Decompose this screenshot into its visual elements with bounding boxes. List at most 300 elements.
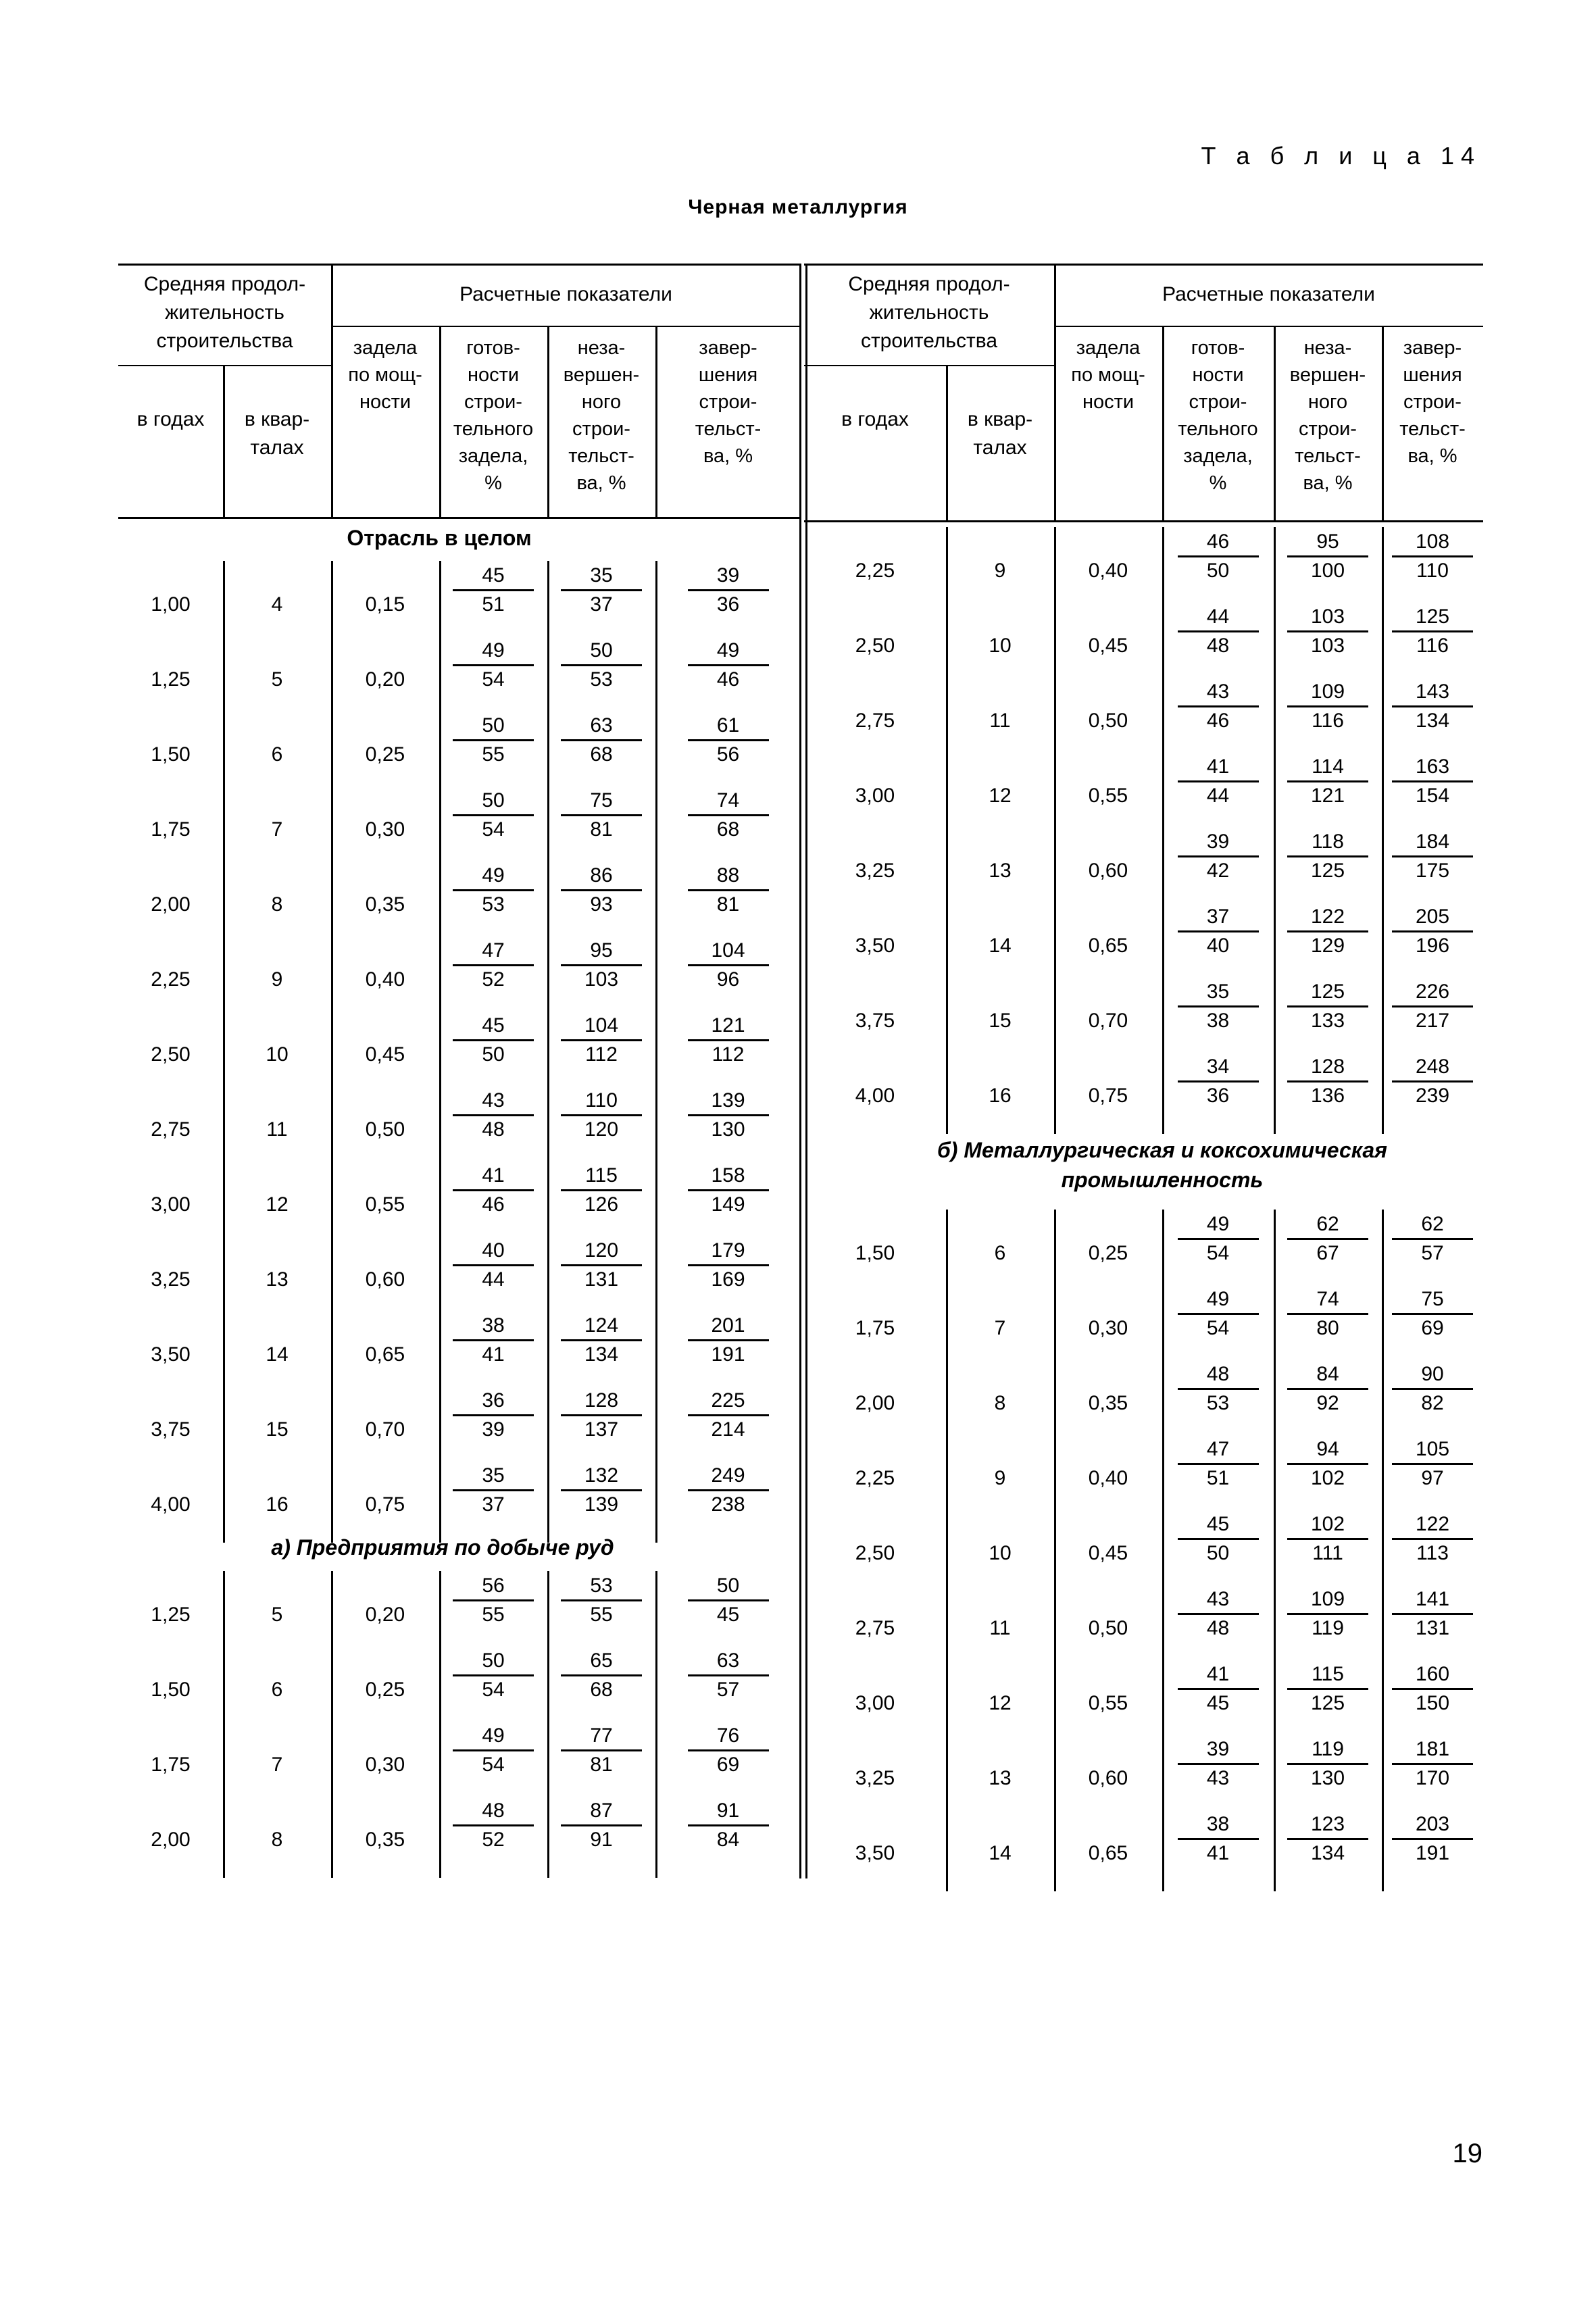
- numerator: 43: [1206, 680, 1230, 703]
- numerator: 163: [1415, 755, 1450, 778]
- denominator: 196: [1392, 930, 1473, 960]
- header-mid-rule-right: [331, 326, 801, 327]
- row-ore-quarters: 8: [271, 1828, 283, 1851]
- row-met-fraction: [1178, 1661, 1259, 1717]
- row-ore-fraction: [561, 1647, 642, 1703]
- row-all-fraction: [453, 787, 534, 843]
- numerator: 104: [584, 1014, 619, 1037]
- row-met-fraction: [1178, 1211, 1259, 1267]
- numerator: 49: [482, 864, 505, 887]
- row-ore-cont-fraction: [1392, 753, 1473, 810]
- header-duration: Средняя продол- жительность строительства: [848, 273, 1010, 352]
- denominator: 42: [1178, 855, 1259, 885]
- row-all-fraction: [453, 1087, 534, 1143]
- header-vline: [223, 365, 225, 517]
- row-ore-cont-backlog: 0,65: [1088, 935, 1128, 957]
- numerator: 249: [711, 1464, 745, 1487]
- numerator: 141: [1415, 1588, 1450, 1610]
- denominator: 36: [688, 589, 769, 618]
- denominator: 54: [453, 1749, 534, 1778]
- denominator: 50: [453, 1039, 534, 1068]
- row-met-backlog: 0,65: [1088, 1842, 1128, 1864]
- row-all-fraction: [688, 562, 769, 618]
- denominator: 134: [561, 1339, 642, 1368]
- row-all-fraction: [561, 937, 642, 993]
- row-met-fraction: [1287, 1811, 1368, 1867]
- row-met-fraction: [1287, 1736, 1368, 1792]
- row-all-quarters: 4: [271, 593, 283, 616]
- denominator: 126: [561, 1189, 642, 1218]
- numerator: 38: [1206, 1813, 1230, 1835]
- row-met-fraction: [1287, 1361, 1368, 1417]
- numerator: 248: [1415, 1055, 1450, 1078]
- numerator: 35: [482, 1464, 505, 1487]
- numerator: 45: [482, 564, 505, 587]
- row-met-quarters: 9: [994, 1467, 1006, 1489]
- body-vline: [547, 561, 549, 1543]
- row-ore-cont-backlog: 0,60: [1088, 860, 1128, 882]
- body-vline: [547, 1571, 549, 1878]
- row-ore-cont-fraction: [1392, 678, 1473, 735]
- denominator: 84: [688, 1824, 769, 1853]
- body-vline: [1162, 527, 1164, 1134]
- denominator: 50: [1178, 555, 1259, 584]
- header-completion: завер- шения строи- тельст- ва, %: [1399, 337, 1466, 467]
- numerator: 158: [711, 1164, 745, 1187]
- row-ore-fraction: [561, 1722, 642, 1778]
- denominator: 137: [561, 1414, 642, 1443]
- numerator: 115: [585, 1164, 618, 1187]
- body-vline: [655, 561, 657, 1543]
- row-all-backlog: 0,55: [365, 1193, 405, 1216]
- numerator: 120: [584, 1239, 619, 1262]
- numerator: 65: [590, 1649, 613, 1672]
- row-ore-cont-fraction: [1178, 603, 1259, 659]
- row-met-quarters: 11: [989, 1617, 1011, 1639]
- body-vline: [1054, 527, 1056, 1134]
- row-all-fraction: [561, 1162, 642, 1218]
- header-vline: [1162, 326, 1164, 520]
- denominator: 170: [1392, 1763, 1473, 1792]
- row-met-fraction: [1287, 1436, 1368, 1492]
- denominator: 96: [688, 964, 769, 993]
- numerator: 44: [1206, 605, 1230, 628]
- numerator: 49: [1206, 1213, 1230, 1235]
- numerator: 75: [590, 789, 613, 812]
- denominator: 68: [561, 739, 642, 768]
- panel-divider-2: [805, 264, 807, 1878]
- numerator: 87: [590, 1799, 613, 1822]
- denominator: 46: [453, 1189, 534, 1218]
- numerator: 160: [1415, 1663, 1450, 1685]
- header-unfinished: неза- вершен- ного строи- тельст- ва, %: [1289, 337, 1366, 494]
- denominator: 44: [453, 1264, 534, 1293]
- denominator: 52: [453, 964, 534, 993]
- numerator: 90: [1421, 1363, 1444, 1385]
- header-duration: Средняя продол- жительность строительства: [143, 273, 306, 352]
- denominator: 54: [453, 664, 534, 693]
- row-ore-fraction: [453, 1572, 534, 1628]
- numerator: 74: [716, 789, 740, 812]
- denominator: 45: [1178, 1688, 1259, 1717]
- header-indicators: Расчетные показатели: [1162, 283, 1375, 305]
- row-ore-cont-fraction: [1392, 828, 1473, 885]
- row-met-quarters: 6: [994, 1242, 1006, 1264]
- row-all-fraction: [453, 1312, 534, 1368]
- row-ore-cont-years: 3,50: [855, 935, 895, 957]
- row-ore-cont-fraction: [1287, 903, 1368, 960]
- row-ore-cont-fraction: [1287, 678, 1368, 735]
- right-table: [804, 264, 1483, 1878]
- row-all-fraction: [561, 862, 642, 918]
- row-all-years: 2,00: [151, 893, 191, 916]
- row-all-fraction: [561, 562, 642, 618]
- numerator: 103: [1310, 605, 1345, 628]
- row-all-quarters: 14: [266, 1343, 289, 1366]
- denominator: 116: [1287, 705, 1368, 735]
- numerator: 84: [1316, 1363, 1339, 1385]
- numerator: 35: [1206, 980, 1230, 1003]
- row-all-backlog: 0,60: [365, 1268, 405, 1291]
- numerator: 205: [1415, 905, 1450, 928]
- row-all-fraction: [453, 862, 534, 918]
- row-met-fraction: [1287, 1586, 1368, 1642]
- row-ore-cont-fraction: [1392, 528, 1473, 584]
- denominator: 102: [1287, 1463, 1368, 1492]
- denominator: 125: [1287, 855, 1368, 885]
- denominator: 68: [688, 814, 769, 843]
- row-ore-fraction: [688, 1572, 769, 1628]
- row-all-fraction: [561, 1462, 642, 1518]
- body-vline: [1162, 1210, 1164, 1891]
- row-all-fraction: [561, 1237, 642, 1293]
- numerator: 37: [1206, 905, 1230, 928]
- denominator: 46: [688, 664, 769, 693]
- row-met-years: 3,00: [855, 1692, 895, 1714]
- row-ore-cont-backlog: 0,40: [1088, 559, 1128, 582]
- denominator: 55: [453, 1599, 534, 1628]
- denominator: 41: [453, 1339, 534, 1368]
- denominator: 214: [688, 1414, 769, 1443]
- row-met-years: 2,50: [855, 1542, 895, 1564]
- row-all-fraction: [561, 637, 642, 693]
- numerator: 91: [716, 1799, 740, 1822]
- row-ore-fraction: [453, 1647, 534, 1703]
- row-all-years: 3,00: [151, 1193, 191, 1216]
- row-met-years: 2,00: [855, 1392, 895, 1414]
- denominator: 150: [1392, 1688, 1473, 1717]
- denominator: 43: [1178, 1763, 1259, 1792]
- denominator: 54: [1178, 1313, 1259, 1342]
- row-met-quarters: 8: [994, 1392, 1006, 1414]
- row-met-years: 3,25: [855, 1767, 895, 1789]
- numerator: 181: [1415, 1738, 1450, 1760]
- numerator: 43: [1206, 1588, 1230, 1610]
- numerator: 45: [482, 1014, 505, 1037]
- row-met-quarters: 14: [989, 1842, 1012, 1864]
- denominator: 81: [688, 889, 769, 918]
- row-met-fraction: [1178, 1286, 1259, 1342]
- numerator: 41: [1206, 1663, 1230, 1685]
- numerator: 50: [590, 639, 613, 662]
- numerator: 118: [1312, 830, 1344, 853]
- row-ore-cont-quarters: 14: [989, 935, 1012, 957]
- numerator: 226: [1415, 980, 1450, 1003]
- row-ore-cont-quarters: 11: [989, 710, 1011, 732]
- body-vline: [1382, 527, 1384, 1134]
- header-vline: [655, 326, 657, 517]
- row-ore-cont-quarters: 10: [989, 634, 1012, 657]
- body-vline: [1274, 1210, 1276, 1891]
- numerator: 119: [1312, 1738, 1344, 1760]
- header-vline: [1382, 326, 1384, 520]
- denominator: 93: [561, 889, 642, 918]
- denominator: 121: [1287, 780, 1368, 810]
- body-vline: [331, 1571, 333, 1878]
- row-ore-cont-fraction: [1178, 753, 1259, 810]
- row-ore-cont-fraction: [1392, 978, 1473, 1035]
- numerator: 53: [590, 1574, 613, 1597]
- row-all-fraction: [688, 1462, 769, 1518]
- row-ore-cont-quarters: 9: [994, 559, 1006, 582]
- row-all-backlog: 0,75: [365, 1493, 405, 1516]
- row-all-backlog: 0,35: [365, 893, 405, 916]
- numerator: 203: [1415, 1813, 1450, 1835]
- denominator: 125: [1287, 1688, 1368, 1717]
- row-ore-cont-backlog: 0,75: [1088, 1085, 1128, 1107]
- row-ore-fraction: [561, 1797, 642, 1853]
- row-all-fraction: [453, 1012, 534, 1068]
- denominator: 38: [1178, 1005, 1259, 1035]
- denominator: 81: [561, 1749, 642, 1778]
- denominator: 119: [1287, 1613, 1368, 1642]
- denominator: 48: [1178, 630, 1259, 659]
- row-all-quarters: 6: [271, 743, 283, 766]
- denominator: 37: [453, 1489, 534, 1518]
- denominator: 55: [561, 1599, 642, 1628]
- row-met-fraction: [1392, 1286, 1473, 1342]
- row-all-fraction: [688, 862, 769, 918]
- row-all-quarters: 12: [266, 1193, 289, 1216]
- numerator: 48: [1206, 1363, 1230, 1385]
- denominator: 92: [1287, 1388, 1368, 1417]
- row-all-years: 1,75: [151, 818, 191, 841]
- row-all-fraction: [453, 1237, 534, 1293]
- denominator: 239: [1392, 1080, 1473, 1110]
- numerator: 47: [1206, 1438, 1230, 1460]
- numerator: 47: [482, 939, 505, 962]
- numerator: 102: [1310, 1513, 1345, 1535]
- row-ore-cont-years: 4,00: [855, 1085, 895, 1107]
- body-vline: [1382, 1210, 1384, 1891]
- row-met-fraction: [1178, 1586, 1259, 1642]
- row-ore-cont-backlog: 0,55: [1088, 785, 1128, 807]
- body-vline: [1054, 1210, 1056, 1891]
- denominator: 130: [688, 1114, 769, 1143]
- denominator: 133: [1287, 1005, 1368, 1035]
- numerator: 86: [590, 864, 613, 887]
- row-ore-cont-fraction: [1287, 603, 1368, 659]
- row-ore-cont-fraction: [1178, 903, 1259, 960]
- numerator: 88: [716, 864, 740, 887]
- denominator: 68: [561, 1674, 642, 1703]
- numerator: 108: [1415, 530, 1450, 553]
- numerator: 39: [1206, 1738, 1230, 1760]
- row-met-fraction: [1392, 1661, 1473, 1717]
- denominator: 44: [1178, 780, 1259, 810]
- numerator: 40: [482, 1239, 505, 1262]
- body-vline: [1274, 527, 1276, 1134]
- denominator: 136: [1287, 1080, 1368, 1110]
- numerator: 45: [1206, 1513, 1230, 1535]
- row-ore-cont-fraction: [1287, 828, 1368, 885]
- row-ore-cont-backlog: 0,45: [1088, 634, 1128, 657]
- row-all-fraction: [688, 1087, 769, 1143]
- row-ore-cont-years: 2,50: [855, 634, 895, 657]
- row-met-backlog: 0,35: [1088, 1392, 1128, 1414]
- denominator: 169: [688, 1264, 769, 1293]
- section-met: б) Металлургическая и коксохимическая промышленность: [937, 1138, 1387, 1192]
- header-mid-rule-right: [1054, 326, 1483, 327]
- row-all-fraction: [561, 1387, 642, 1443]
- row-met-quarters: 13: [989, 1767, 1012, 1789]
- page-title: Черная металлургия: [688, 196, 908, 218]
- denominator: 40: [1178, 930, 1259, 960]
- row-met-years: 2,25: [855, 1467, 895, 1489]
- numerator: 110: [585, 1089, 618, 1112]
- row-met-backlog: 0,25: [1088, 1242, 1128, 1264]
- denominator: 191: [1392, 1838, 1473, 1867]
- row-ore-fraction: [453, 1797, 534, 1853]
- header-backlog: задела по мощ- ности: [1071, 337, 1145, 413]
- row-ore-cont-backlog: 0,70: [1088, 1010, 1128, 1032]
- row-ore-cont-fraction: [1287, 528, 1368, 584]
- header-top-rule: [804, 264, 1483, 266]
- row-all-quarters: 11: [266, 1118, 288, 1141]
- row-ore-cont-fraction: [1178, 528, 1259, 584]
- numerator: 132: [584, 1464, 619, 1487]
- denominator: 116: [1392, 630, 1473, 659]
- denominator: 217: [1392, 1005, 1473, 1035]
- row-met-fraction: [1392, 1436, 1473, 1492]
- row-met-years: 3,50: [855, 1842, 895, 1864]
- numerator: 48: [482, 1799, 505, 1822]
- numerator: 49: [1206, 1288, 1230, 1310]
- denominator: 69: [688, 1749, 769, 1778]
- denominator: 69: [1392, 1313, 1473, 1342]
- row-all-fraction: [688, 1012, 769, 1068]
- denominator: 53: [1178, 1388, 1259, 1417]
- row-met-fraction: [1287, 1661, 1368, 1717]
- numerator: 39: [1206, 830, 1230, 853]
- numerator: 128: [584, 1389, 619, 1412]
- row-all-fraction: [688, 937, 769, 993]
- row-all-years: 1,50: [151, 743, 191, 766]
- row-all-fraction: [453, 937, 534, 993]
- row-all-years: 2,50: [151, 1043, 191, 1066]
- header-vline: [1274, 326, 1276, 520]
- row-all-backlog: 0,50: [365, 1118, 405, 1141]
- row-ore-cont-fraction: [1178, 678, 1259, 735]
- numerator: 49: [482, 639, 505, 662]
- denominator: 149: [688, 1189, 769, 1218]
- row-met-backlog: 0,55: [1088, 1692, 1128, 1714]
- numerator: 105: [1415, 1438, 1450, 1460]
- header-mid-rule-left: [804, 365, 1054, 366]
- numerator: 184: [1415, 830, 1450, 853]
- row-all-fraction: [561, 1312, 642, 1368]
- numerator: 35: [590, 564, 613, 587]
- section-all: Отрасль в целом: [347, 526, 532, 550]
- numerator: 41: [482, 1164, 505, 1187]
- denominator: 41: [1178, 1838, 1259, 1867]
- header-vline: [331, 264, 333, 517]
- row-all-fraction: [561, 787, 642, 843]
- row-met-backlog: 0,40: [1088, 1467, 1128, 1489]
- numerator: 94: [1316, 1438, 1339, 1460]
- row-ore-fraction: [688, 1647, 769, 1703]
- panel-divider: [799, 264, 801, 1878]
- denominator: 54: [1178, 1238, 1259, 1267]
- denominator: 81: [561, 814, 642, 843]
- row-all-backlog: 0,70: [365, 1418, 405, 1441]
- denominator: 82: [1392, 1388, 1473, 1417]
- row-all-years: 3,75: [151, 1418, 191, 1441]
- row-met-fraction: [1392, 1811, 1473, 1867]
- header-unfinished: неза- вершен- ного строи- тельст- ва, %: [563, 337, 640, 494]
- row-all-fraction: [688, 787, 769, 843]
- numerator: 125: [1415, 605, 1450, 628]
- denominator: 103: [561, 964, 642, 993]
- row-ore-cont-years: 2,75: [855, 710, 895, 732]
- row-all-fraction: [688, 637, 769, 693]
- row-ore-years: 1,75: [151, 1753, 191, 1776]
- denominator: 80: [1287, 1313, 1368, 1342]
- denominator: 67: [1287, 1238, 1368, 1267]
- numerator: 115: [1312, 1663, 1344, 1685]
- row-all-fraction: [561, 1012, 642, 1068]
- row-met-backlog: 0,30: [1088, 1317, 1128, 1339]
- row-ore-years: 1,50: [151, 1678, 191, 1701]
- row-all-fraction: [453, 637, 534, 693]
- denominator: 130: [1287, 1763, 1368, 1792]
- row-ore-cont-fraction: [1178, 828, 1259, 885]
- row-ore-cont-years: 3,00: [855, 785, 895, 807]
- row-all-backlog: 0,40: [365, 968, 405, 991]
- row-met-fraction: [1287, 1286, 1368, 1342]
- row-all-fraction: [688, 712, 769, 768]
- header-vline: [439, 326, 441, 517]
- numerator: 122: [1310, 905, 1345, 928]
- header-readiness: готов- ности строи- тельного задела, %: [1178, 337, 1258, 494]
- row-all-years: 3,25: [151, 1268, 191, 1291]
- row-ore-quarters: 6: [271, 1678, 283, 1701]
- denominator: 57: [1392, 1238, 1473, 1267]
- body-vline: [655, 1571, 657, 1878]
- numerator: 62: [1421, 1213, 1444, 1235]
- denominator: 154: [1392, 780, 1473, 810]
- row-all-quarters: 9: [271, 968, 283, 991]
- numerator: 76: [716, 1724, 740, 1747]
- numerator: 104: [711, 939, 745, 962]
- row-ore-cont-fraction: [1392, 1053, 1473, 1110]
- denominator: 238: [688, 1489, 769, 1518]
- numerator: 43: [482, 1089, 505, 1112]
- denominator: 91: [561, 1824, 642, 1853]
- numerator: 61: [716, 714, 740, 737]
- header-completion: завер- шения строи- тельст- ва, %: [695, 337, 762, 467]
- denominator: 53: [453, 889, 534, 918]
